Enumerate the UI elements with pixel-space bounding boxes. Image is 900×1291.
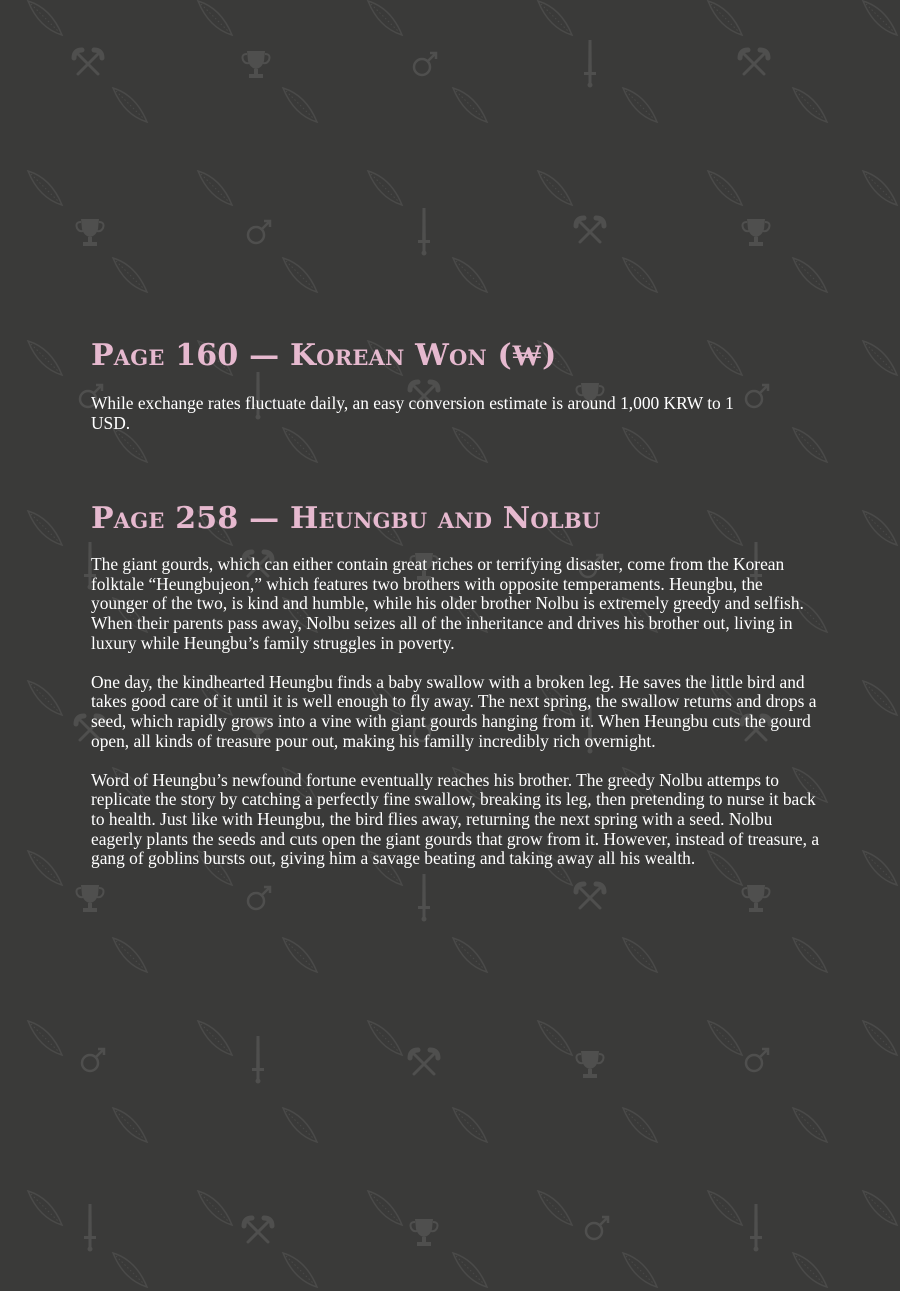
- section-title: Page 258 — Heungbu and Nolbu: [91, 501, 601, 537]
- section-heungbu-nolbu: [91, 501, 821, 869]
- section-korean-won: [91, 338, 821, 433]
- section-body: [91, 394, 821, 433]
- section-title: Page 160 — Korean Won (₩): [91, 338, 557, 373]
- section-body: [91, 555, 821, 869]
- notes-content: [91, 338, 821, 869]
- paragraph: One day, the kindhearted Heungbu finds a baby swallow with a broken leg. He saves the little bird and takes good care of it until it is well enough to fly away. The next spring, the swallow returns and drops a seed, which rapidly grows into a vine with giant gourds hanging from it. When Heungbu cuts the gourd open, all kinds of treasure pour out, making his familly incredibly rich overnight.: [91, 671, 817, 751]
- paragraph: While exchange rates fluctuate daily, an easy conversion estimate is around 1,000 KRW to 1 USD.: [91, 393, 734, 433]
- paragraph: The giant gourds, which can either contain great riches or terrifying disaster, come from the Korean folktale “Heungbujeon,” which features two brothers with opposite temperaments. Heungbu, the younger of the two, is kind and humble, while his older brother Nolbu is extremely greedy and selfish. When their parents pass away, Nolbu seizes all of the inheritance and drives his brother out, living in luxury while Heungbu’s family struggles in poverty.: [91, 554, 804, 653]
- paragraph: Word of Heungbu’s newfound fortune eventually reaches his brother. The greedy Nolbu attemps to replicate the story by catching a perfectly fine swallow, breaking its leg, then pretending to nurse it back to health. Just like with Heungbu, the bird flies away, returning the next spring with a seed. Nolbu eagerly plants the seeds and cuts open the giant gourds that grow from it. However, instead of treasure, a gang of goblins bursts out, giving him a savage beating and taking away all his wealth.: [91, 769, 820, 869]
